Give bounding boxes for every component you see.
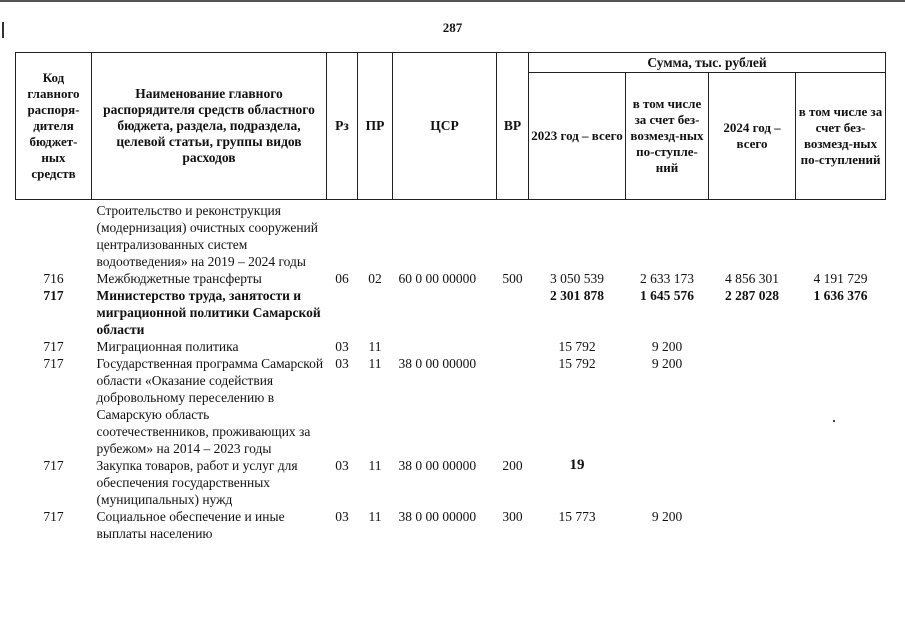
row-rz: 03 bbox=[335, 458, 349, 473]
row-csr: 38 0 00 00000 bbox=[398, 509, 477, 524]
row-csr bbox=[393, 287, 497, 338]
budget-table bbox=[15, 52, 886, 542]
row-2024-total bbox=[709, 202, 796, 270]
header-vr: ВР bbox=[497, 53, 529, 200]
row-name: Закупка товаров, работ и услуг для обеспечения государственных (муниципальных) нужд bbox=[96, 458, 298, 507]
row-2023-total: 19 bbox=[569, 457, 585, 473]
table-row bbox=[16, 508, 886, 542]
row-rz: 03 bbox=[335, 509, 349, 524]
row-pr: 02 bbox=[368, 271, 382, 286]
row-rz bbox=[327, 287, 358, 338]
row-vr: 200 bbox=[502, 458, 523, 473]
row-vr bbox=[497, 338, 529, 355]
header-row-1 bbox=[16, 53, 886, 73]
row-code: 717 bbox=[43, 288, 64, 303]
row-pr: 11 bbox=[368, 356, 382, 371]
table-row-ministry bbox=[16, 287, 886, 338]
row-pr: 11 bbox=[368, 458, 382, 473]
row-code bbox=[16, 202, 92, 270]
header-csr: ЦСР bbox=[393, 53, 497, 200]
row-2023-total: 15 792 bbox=[558, 339, 596, 354]
row-2024-grant: 4 191 729 bbox=[813, 271, 868, 286]
row-2023-total: 15 792 bbox=[558, 356, 596, 371]
row-2024-grant bbox=[796, 338, 886, 355]
header-code: Код главного распоря-дителя бюджет-ных средств bbox=[16, 53, 92, 200]
header-2023-grant: в том числе за счет без-возмезд-ных по-ступле-ний bbox=[626, 73, 709, 200]
row-csr: 60 0 00 00000 bbox=[398, 271, 477, 286]
header-2023-total: 2023 год – всего bbox=[529, 73, 626, 200]
table-row bbox=[16, 457, 886, 508]
row-2024-grant bbox=[796, 457, 886, 508]
header-name: Наименование главного распорядителя средств областного бюджета, раздела, подраздела, целевой статьи, группы видов расходов bbox=[92, 53, 327, 200]
row-rz: 06 bbox=[335, 271, 349, 286]
row-rz: 03 bbox=[335, 339, 349, 354]
row-2023-grant bbox=[626, 202, 709, 270]
header-2024-total: 2024 год – всего bbox=[709, 73, 796, 200]
table-row bbox=[16, 202, 886, 270]
row-csr: 38 0 00 00000 bbox=[398, 458, 477, 473]
row-2024-grant bbox=[796, 355, 886, 457]
row-2023-grant: 1 645 576 bbox=[640, 288, 694, 303]
row-2024-total bbox=[709, 457, 796, 508]
row-name: Межбюджетные трансферты bbox=[96, 271, 262, 286]
row-vr: 500 bbox=[502, 271, 523, 286]
row-code: 717 bbox=[43, 509, 64, 524]
row-2023-total bbox=[529, 202, 626, 270]
page-number: 287 bbox=[442, 20, 463, 35]
row-csr bbox=[393, 338, 497, 355]
row-2024-grant bbox=[796, 508, 886, 542]
row-name: Строительство и реконструкция (модернизация) очистных сооружений централизованных систем водоотведения» на 2019 – 2024 годы bbox=[96, 203, 318, 269]
row-2023-grant: 9 200 bbox=[651, 509, 683, 524]
header-2024-grant: в том числе за счет без-возмезд-ных по-ступлений bbox=[796, 73, 886, 200]
row-2023-grant: 9 200 bbox=[651, 339, 683, 354]
row-2023-total: 15 773 bbox=[558, 509, 596, 524]
row-pr bbox=[358, 202, 393, 270]
header-pr: ПР bbox=[358, 53, 393, 200]
row-pr bbox=[358, 287, 393, 338]
row-2024-total: 4 856 301 bbox=[725, 271, 779, 286]
row-2024-grant bbox=[796, 202, 886, 270]
row-code: 717 bbox=[43, 458, 64, 473]
row-vr: 300 bbox=[502, 509, 523, 524]
row-2024-total bbox=[709, 355, 796, 457]
header-rz: Рз bbox=[327, 53, 358, 200]
table-row bbox=[16, 270, 886, 287]
row-2024-total: 2 287 028 bbox=[725, 288, 779, 303]
table-row bbox=[16, 355, 886, 457]
row-name: Социальное обеспечение и иные выплаты населению bbox=[96, 509, 285, 541]
row-2023-total: 3 050 539 bbox=[550, 271, 604, 286]
row-2023-grant bbox=[626, 457, 709, 508]
row-pr: 11 bbox=[368, 509, 382, 524]
row-code: 717 bbox=[43, 356, 64, 371]
row-2024-grant: 1 636 376 bbox=[813, 288, 868, 303]
table-row bbox=[16, 338, 886, 355]
top-rule bbox=[0, 0, 905, 2]
row-vr bbox=[497, 202, 529, 270]
row-code: 716 bbox=[43, 271, 64, 286]
row-name: Миграционная политика bbox=[96, 339, 239, 354]
row-2024-total bbox=[709, 338, 796, 355]
row-name: Государственная программа Самарской области «Оказание содействия добровольному переселению в Самарскую область соотечественников, проживающих за рубежом» на 2014 – 2023 годы bbox=[96, 356, 324, 456]
row-2023-total: 2 301 878 bbox=[550, 288, 604, 303]
row-rz bbox=[327, 202, 358, 270]
row-2023-grant: 9 200 bbox=[651, 356, 683, 371]
row-csr: 38 0 00 00000 bbox=[398, 356, 477, 371]
row-vr bbox=[497, 355, 529, 457]
row-name: Министерство труда, занятости и миграционной политики Самарской области bbox=[96, 288, 321, 337]
row-code: 717 bbox=[43, 339, 64, 354]
row-2024-total bbox=[709, 508, 796, 542]
row-vr bbox=[497, 287, 529, 338]
row-csr bbox=[393, 202, 497, 270]
row-pr: 11 bbox=[368, 339, 382, 354]
row-2023-grant: 2 633 173 bbox=[640, 271, 694, 286]
row-rz: 03 bbox=[335, 356, 349, 371]
header-sum: Сумма, тыс. рублей bbox=[529, 53, 886, 73]
scan-speck bbox=[833, 420, 835, 422]
